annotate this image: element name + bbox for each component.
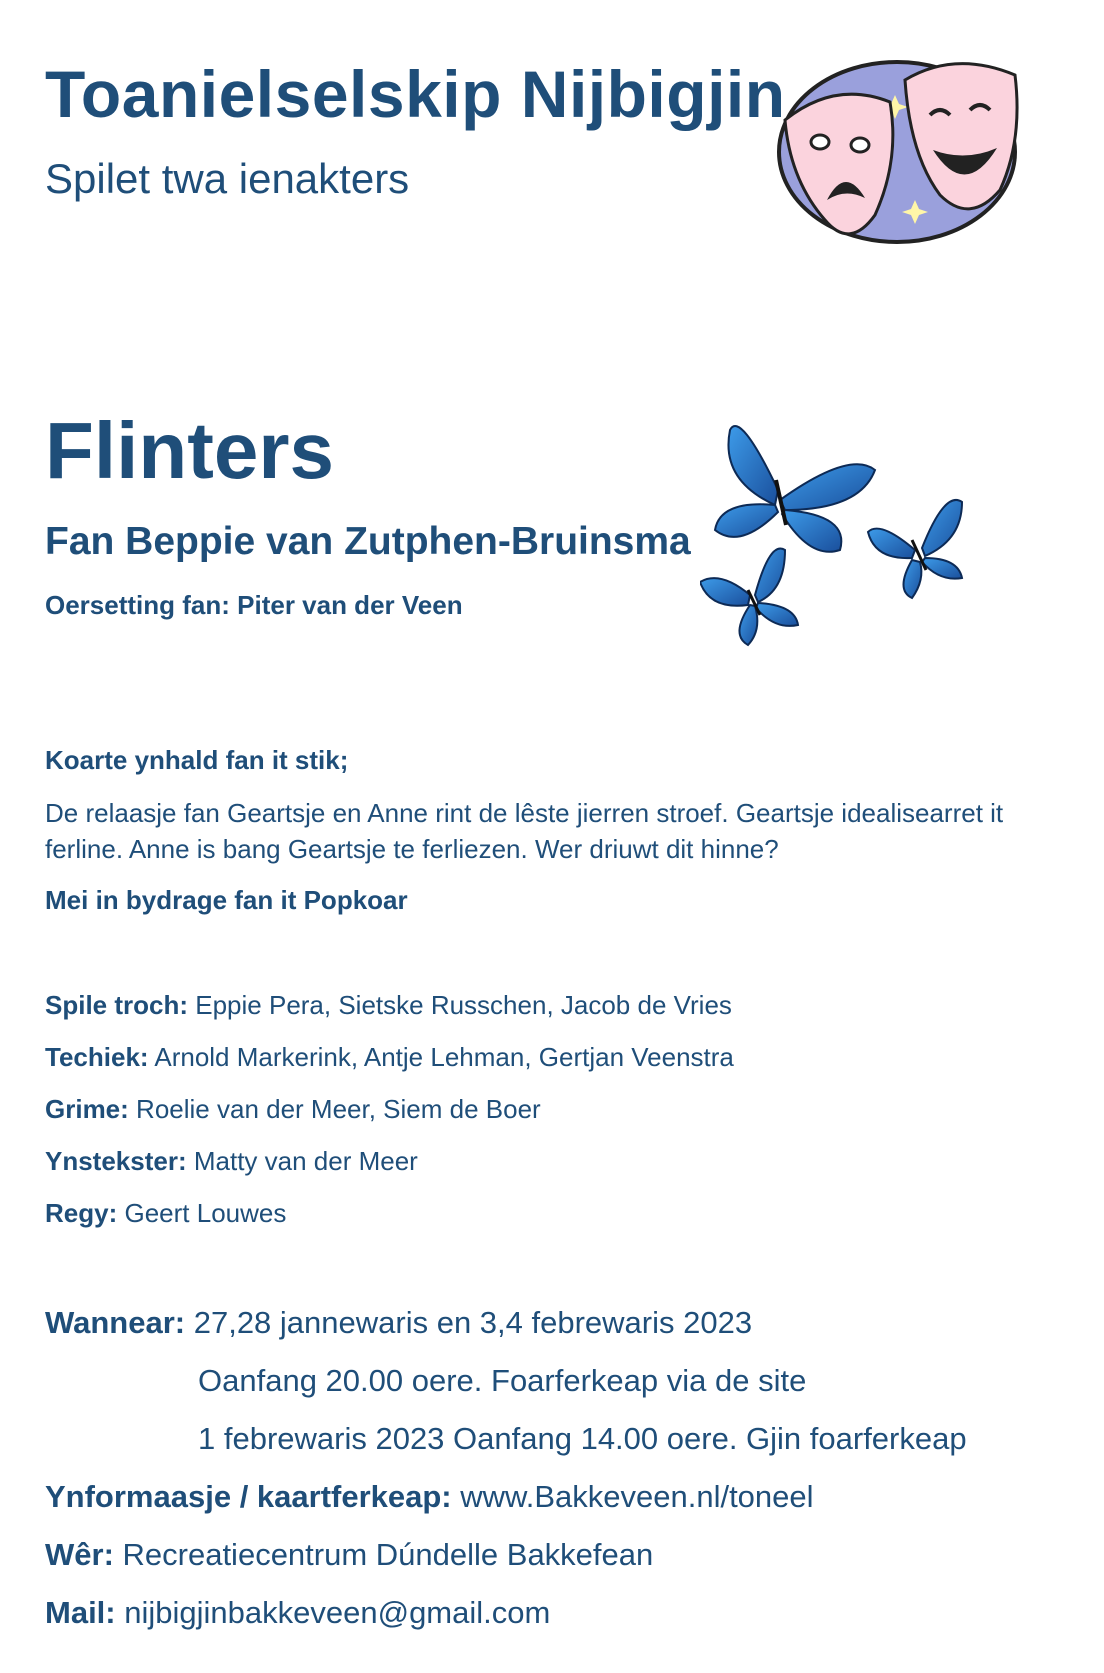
contact-tickets	[45, 1479, 814, 1515]
credit-prompter	[45, 1146, 418, 1177]
credit-label: Spile troch:	[45, 990, 189, 1020]
credit-label: Regy:	[45, 1198, 118, 1228]
contact-location	[45, 1537, 653, 1573]
company-title: Toanielselskip Nijbigjin	[45, 57, 786, 131]
credit-label: Ynstekster:	[45, 1146, 187, 1176]
credit-cast	[45, 990, 732, 1021]
credit-value: Eppie Pera, Sietske Russchen, Jacob de Vries	[195, 990, 732, 1020]
synopsis-text: De relaasje fan Geartsje en Anne rint de lêste jierren stroef. Geartsje idealisearret it ferline. Anne is bang Geartsje te ferliezen. Wer driuwt dit hinne?	[45, 798, 1004, 864]
credit-value: Matty van der Meer	[193, 1146, 418, 1176]
theatre-masks-icon	[765, 50, 1035, 260]
credit-director	[45, 1198, 286, 1229]
contact-mail	[45, 1595, 550, 1631]
credit-technique	[45, 1042, 734, 1073]
play-title: Flinters	[45, 406, 334, 495]
contact-label: Ynformaasje / kaartferkeap:	[45, 1479, 452, 1514]
schedule-dates	[45, 1305, 752, 1341]
credit-label: Grime:	[45, 1094, 129, 1124]
schedule-label: Wannear:	[45, 1305, 186, 1340]
play-translator: Oersetting fan: Piter van der Veen	[45, 590, 463, 620]
credit-makeup	[45, 1094, 541, 1125]
schedule-evening-info: Oanfang 20.00 oere. Foarferkeap via de site	[198, 1363, 807, 1398]
schedule-matinee-info: 1 febrewaris 2023 Oanfang 14.00 oere. Gjin foarferkeap	[198, 1421, 967, 1456]
company-subtitle: Spilet twa ienakters	[45, 155, 410, 202]
location-value: Recreatiecentrum Dúndelle Bakkefean	[122, 1537, 654, 1572]
website-link[interactable]: www.Bakkeveen.nl/toneel	[460, 1479, 814, 1514]
email-link[interactable]: nijbigjinbakkeveen@gmail.com	[124, 1595, 551, 1630]
synopsis-heading: Koarte ynhald fan it stik;	[45, 745, 349, 775]
contact-label: Mail:	[45, 1595, 116, 1630]
play-author: Fan Beppie van Zutphen-Bruinsma	[45, 520, 691, 563]
contact-label: Wêr:	[45, 1537, 114, 1572]
contribution-note: Mei in bydrage fan it Popkoar	[45, 885, 408, 915]
credit-label: Techiek:	[45, 1042, 149, 1072]
blue-butterflies-icon	[700, 410, 1020, 670]
credit-value: Arnold Markerink, Antje Lehman, Gertjan Veenstra	[154, 1042, 734, 1072]
credit-value: Roelie van der Meer, Siem de Boer	[136, 1094, 541, 1124]
credit-value: Geert Louwes	[124, 1198, 287, 1228]
schedule-dates-value: 27,28 jannewaris en 3,4 febrewaris 2023	[193, 1305, 753, 1340]
